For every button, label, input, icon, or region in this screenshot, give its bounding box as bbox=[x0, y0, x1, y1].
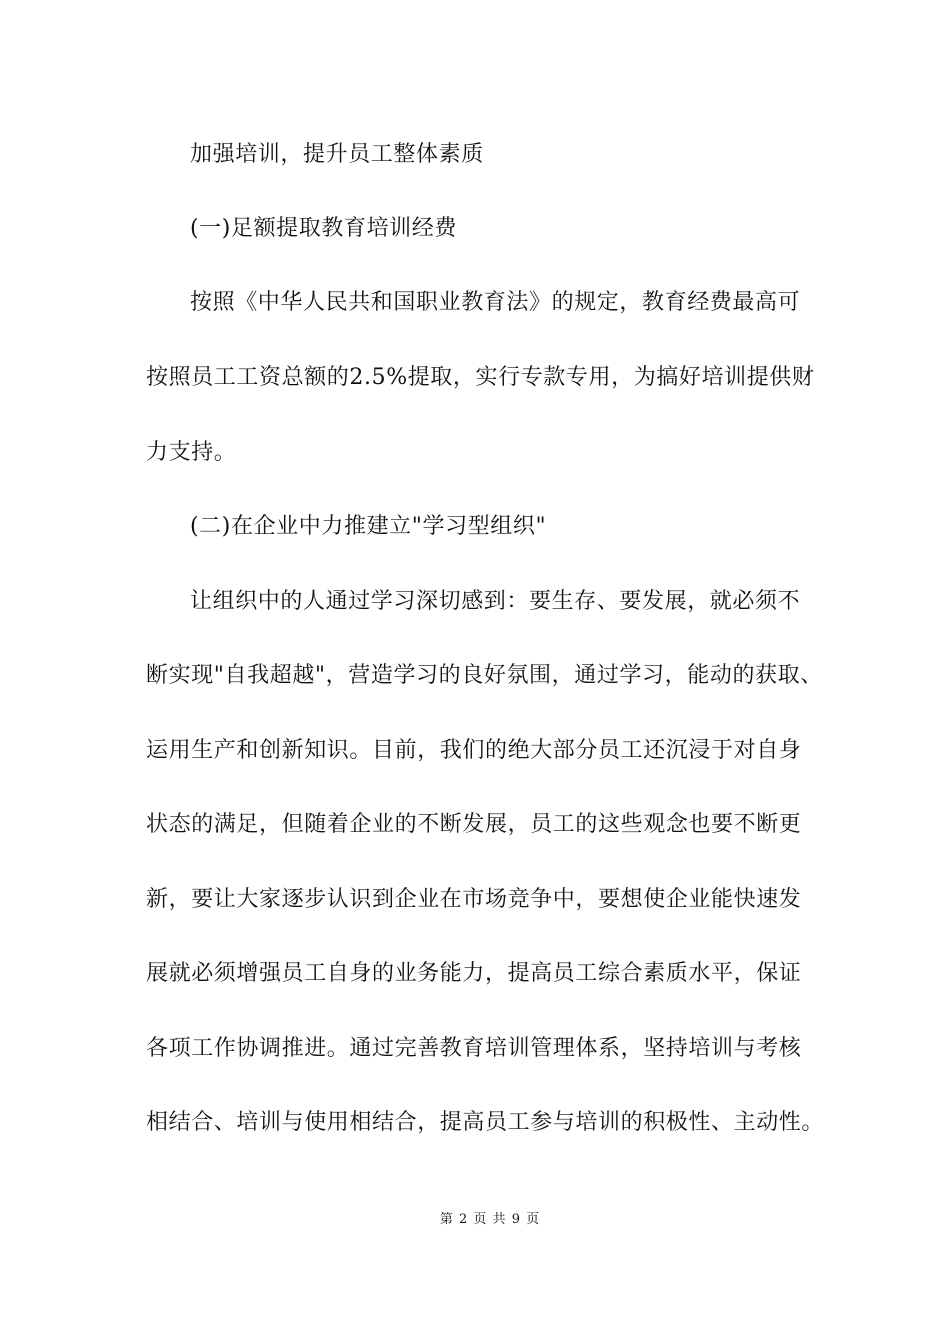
section2-line-1: 让组织中的人通过学习深切感到：要生存、要发展，就必须不 bbox=[190, 589, 801, 614]
section1-title: (一)足额提取教育培训经费 bbox=[190, 216, 457, 241]
section2-title: (二)在企业中力推建立"学习型组织" bbox=[190, 514, 547, 539]
section1-line-3: 力支持。 bbox=[146, 440, 237, 465]
section2-line-6: 展就必须增强员工自身的业务能力，提高员工综合素质水平，保证 bbox=[146, 961, 802, 986]
page-number-footer: 第 2 页 共 9 页 bbox=[439, 1212, 541, 1227]
section2-line-4: 状态的满足，但随着企业的不断发展，员工的这些观念也要不断更 bbox=[146, 812, 802, 837]
section2-line-7: 各项工作协调推进。通过完善教育培训管理体系，坚持培训与考核 bbox=[146, 1036, 802, 1061]
section2-line-5: 新，要让大家逐步认识到企业在市场竞争中，要想使企业能快速发 bbox=[146, 887, 802, 912]
section2-line-3: 运用生产和创新知识。目前，我们的绝大部分员工还沉浸于对自身 bbox=[146, 738, 802, 763]
section2-line-8: 相结合、培训与使用相结合，提高员工参与培训的积极性、主动性。 bbox=[146, 1110, 825, 1135]
section2-line-2: 断实现"自我超越"，营造学习的良好氛围，通过学习，能动的获取、 bbox=[146, 663, 823, 688]
section-heading: 加强培训，提升员工整体素质 bbox=[190, 142, 484, 167]
section1-line-1: 按照《中华人民共和国职业教育法》的规定，教育经费最高可 bbox=[190, 290, 801, 315]
section1-line-2: 按照员工工资总额的2.5%提取，实行专款专用，为搞好培训提供财 bbox=[146, 365, 815, 390]
